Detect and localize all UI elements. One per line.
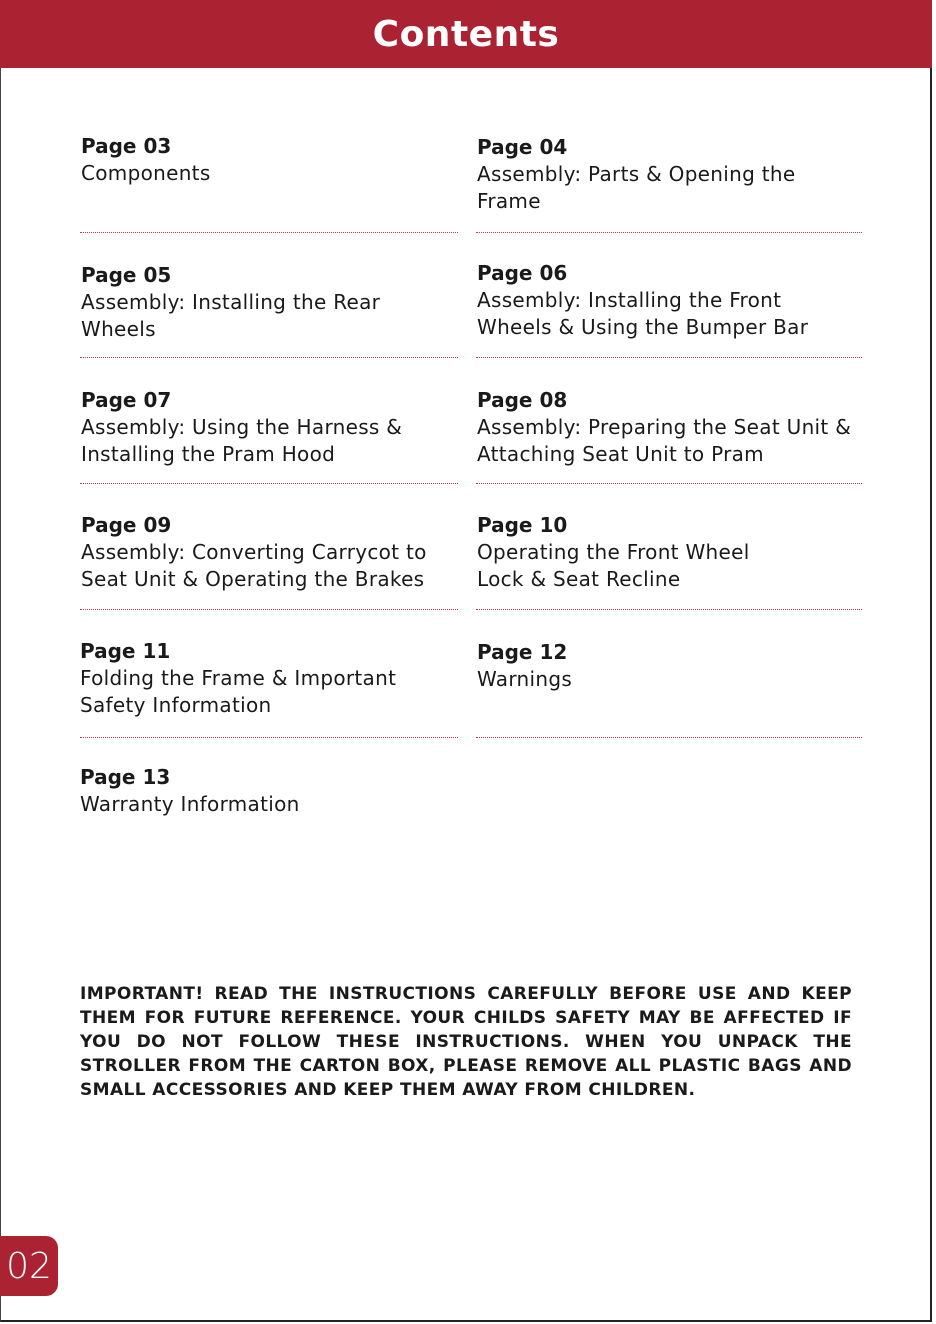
toc-entry xyxy=(81,512,466,593)
toc-entry xyxy=(477,512,862,593)
toc-page-number: Page 06 xyxy=(477,261,568,285)
toc-description: Warnings xyxy=(477,667,573,691)
page-title: Contents xyxy=(372,13,560,55)
divider xyxy=(476,609,862,610)
divider xyxy=(476,232,862,233)
divider xyxy=(80,357,458,358)
divider xyxy=(80,232,458,233)
toc-page-number: Page 11 xyxy=(80,639,171,663)
toc-page-number: Page 10 xyxy=(477,513,568,537)
toc-entry xyxy=(80,638,465,719)
toc-entry xyxy=(477,639,862,693)
toc-description: Assembly: Installing the Rear Wheels xyxy=(81,290,381,341)
contents-header xyxy=(0,0,932,68)
page-number-tab xyxy=(0,1236,58,1296)
toc-entry xyxy=(81,387,466,468)
toc-page-number: Page 12 xyxy=(477,640,568,664)
divider xyxy=(80,609,458,610)
toc-page-number: Page 07 xyxy=(81,388,172,412)
page-number: 02 xyxy=(6,1245,52,1287)
divider xyxy=(80,737,458,738)
toc-description: Assembly: Preparing the Seat Unit & Attaching Seat Unit to Pram xyxy=(477,415,852,466)
divider xyxy=(476,483,862,484)
toc-description: Operating the Front Wheel Lock & Seat Recline xyxy=(477,540,750,591)
toc-entry xyxy=(477,260,862,341)
toc-page-number: Page 09 xyxy=(81,513,172,537)
toc-description: Folding the Frame & Important Safety Information xyxy=(80,666,397,717)
toc-description: Assembly: Installing the Front Wheels & Using the Bumper Bar xyxy=(477,288,809,339)
toc-entry xyxy=(477,134,862,215)
toc-page-number: Page 04 xyxy=(477,135,568,159)
toc-description: Components xyxy=(81,161,211,185)
toc-entry xyxy=(81,262,466,343)
toc-entry xyxy=(81,133,466,187)
toc-page-number: Page 08 xyxy=(477,388,568,412)
divider xyxy=(476,357,862,358)
safety-notice: IMPORTANT! READ THE INSTRUCTIONS CAREFULLY BEFORE USE AND KEEP THEM FOR FUTURE REFERENCE. YOUR CHILDS SAFETY MAY BE AFFECTED IF YOU DO NOT FOLLOW THESE INSTRUCTIONS. WHEN YOU UNPACK THE STROLLER FROM THE CARTON BOX, PLEASE REMOVE ALL PLASTIC BAGS AND SMALL ACCESSORIES AND KEEP THEM AWAY FROM CHILDREN. xyxy=(80,984,852,1100)
toc-page-number: Page 13 xyxy=(80,765,171,789)
toc-entry xyxy=(80,764,465,818)
toc-description: Assembly: Parts & Opening the Frame xyxy=(477,162,796,213)
divider xyxy=(80,483,458,484)
toc-description: Warranty Information xyxy=(80,792,300,816)
toc-description: Assembly: Using the Harness & Installing the Pram Hood xyxy=(81,415,403,466)
toc-page-number: Page 05 xyxy=(81,263,172,287)
toc-description: Assembly: Converting Carrycot to Seat Unit & Operating the Brakes xyxy=(81,540,427,591)
toc-entry xyxy=(477,387,862,468)
divider xyxy=(476,737,862,738)
toc-page-number: Page 03 xyxy=(81,134,172,158)
